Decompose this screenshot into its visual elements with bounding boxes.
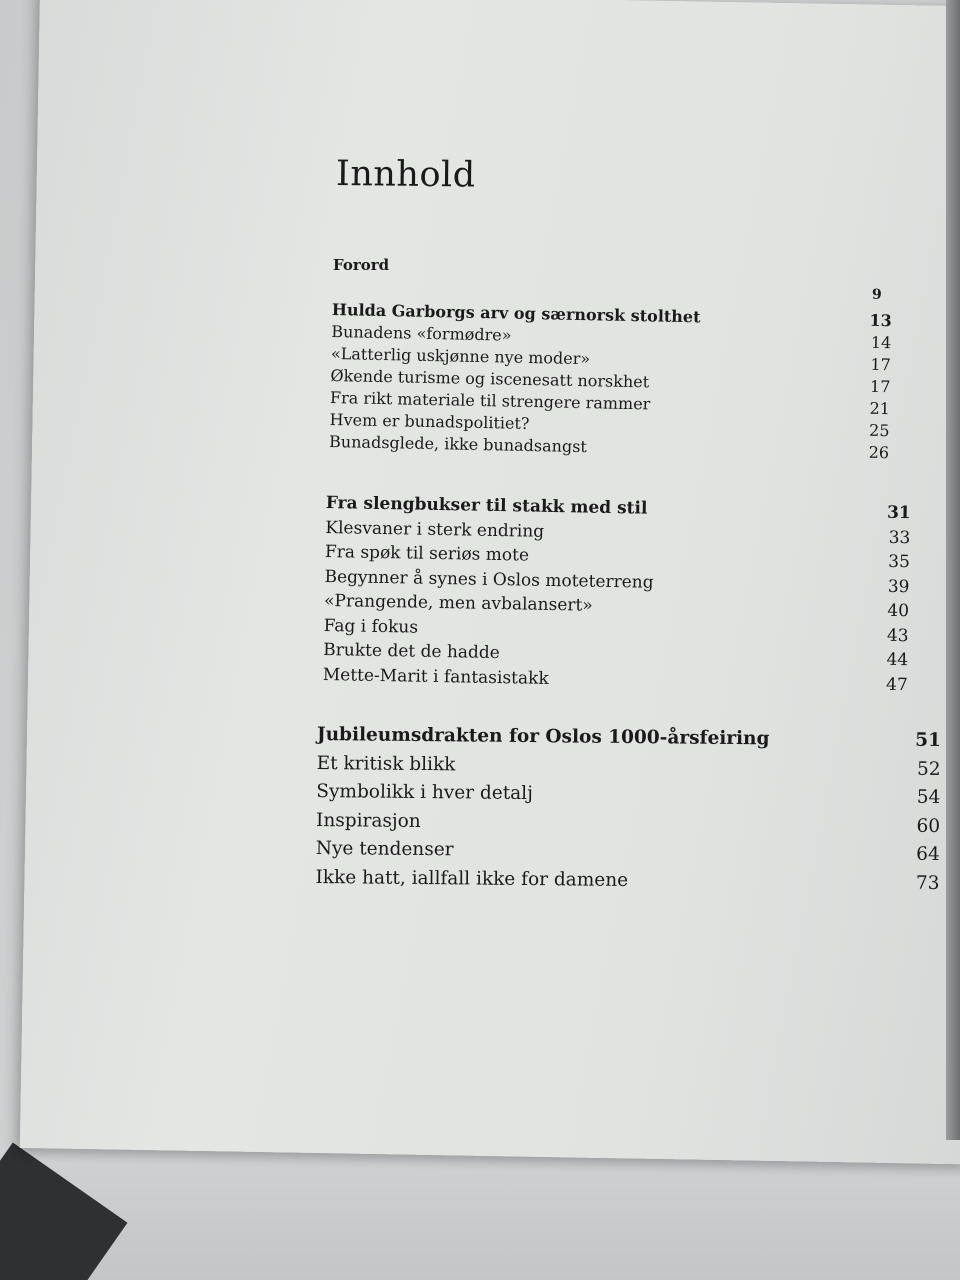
toc-entry-label: Forord (333, 256, 390, 274)
toc-entry-page: 35 (888, 551, 911, 573)
toc-entry-label: Økende turisme og iscenesatt norskhet (330, 365, 650, 392)
toc-heading-page: 51 (915, 729, 941, 751)
toc-section-2 (323, 493, 916, 699)
toc-entry-page: 60 (916, 815, 941, 837)
page-title: Innhold (335, 154, 476, 196)
toc-entry-label: Fra spøk til seriøs mote (324, 541, 530, 566)
toc-entry-page: 44 (886, 649, 909, 671)
toc-entry-label: Hvem er bunadspolitiet? (329, 409, 530, 433)
toc-entry-page: 43 (886, 625, 909, 646)
toc-entry-label: Fag i fokus (323, 615, 419, 638)
toc-entry-label: Bunadens «formødre» (331, 321, 512, 345)
toc-heading-label: Jubileumsdrakten for Oslos 1000-årsfeiring (316, 724, 770, 750)
toc-entry-page: 17 (869, 376, 891, 397)
toc-heading-label: Hulda Garborgs arv og særnorsk stolthet (331, 300, 701, 327)
toc-entry-label: Mette-Marit i fantasistakk (322, 664, 549, 689)
toc-entry-label: Begynner å synes i Oslos moteterreng (324, 566, 654, 593)
toc-heading-label: Fra slengbukser til stakk med stil (325, 493, 648, 519)
toc-entry-label: «Prangende, men avbalansert» (323, 590, 593, 616)
toc-entry-label: Inspirasjon (315, 809, 421, 832)
toc-entry-page: 73 (915, 872, 940, 894)
toc-entry-page: 17 (870, 354, 892, 375)
toc-entry-page: 9 (872, 287, 882, 303)
toc-entry-page: 25 (868, 420, 890, 441)
toc-section-3 (315, 724, 947, 901)
toc-entry-page: 47 (885, 674, 908, 695)
toc-entry (315, 866, 945, 901)
toc-entry-label: Bunadsglede, ikke bunadsangst (328, 431, 588, 457)
toc-entry-page: 33 (888, 527, 911, 548)
toc-entry-page: 54 (916, 786, 941, 808)
toc-entry-label: Fra rikt materiale til strengere rammer (329, 387, 651, 414)
toc-entry-page: 64 (916, 843, 940, 865)
toc-entry-page: 40 (887, 600, 910, 622)
toc-entry-label: Klesvaner i sterk endring (325, 517, 545, 542)
toc-entry-label: Symbolikk i hver detalj (316, 780, 533, 805)
toc-entry-label: Nye tendenser (315, 837, 454, 861)
toc-entry-page: 26 (868, 442, 890, 463)
toc-entry-page: 39 (887, 576, 910, 597)
toc-entry-page: 14 (870, 332, 892, 353)
toc-entry-page: 21 (869, 398, 891, 419)
toc-heading-page: 31 (886, 502, 911, 524)
toc-entry-label: «Latterlig uskjønne nye moder» (330, 343, 591, 369)
toc-entry-label: Ikke hatt, iallfall ikke for damene (315, 866, 629, 891)
toc-entry-label: Et kritisk blikk (316, 752, 456, 775)
toc-entry-page: 52 (916, 758, 941, 780)
toc-entry-label: Brukte det de hadde (323, 639, 501, 664)
toc-section-1 (329, 300, 892, 465)
toc-heading-page: 13 (869, 310, 892, 331)
